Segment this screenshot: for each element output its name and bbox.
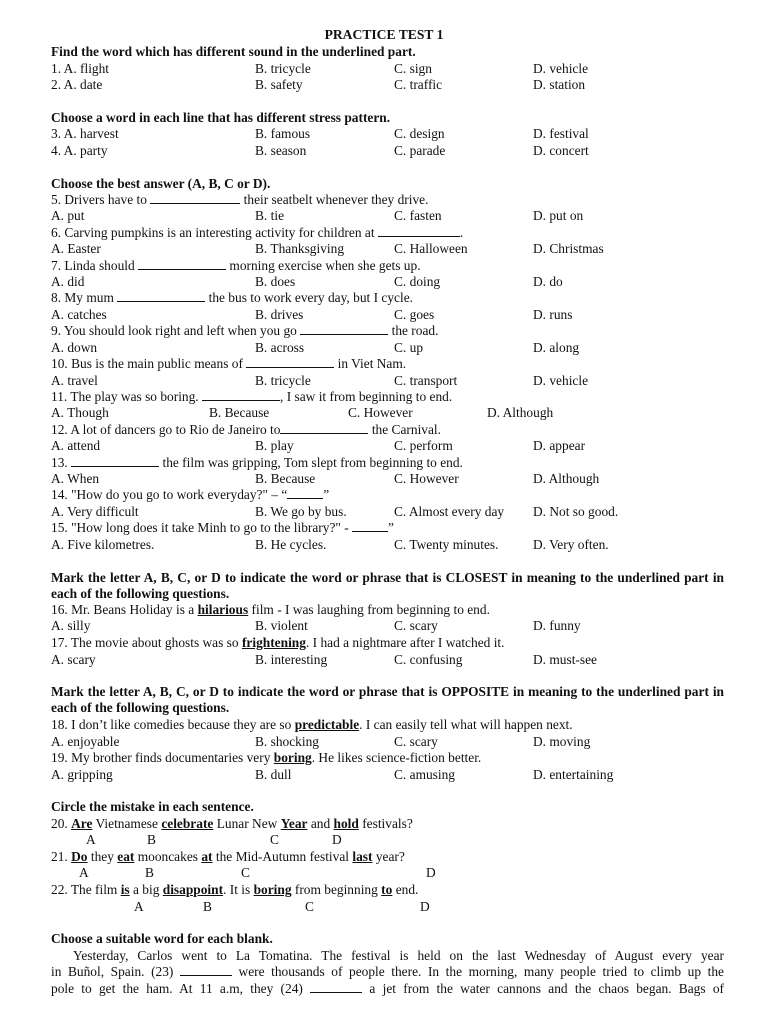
q17-option-b: B. interesting	[255, 652, 328, 667]
q12-option-b: B. play	[255, 438, 294, 453]
q9-stem: 9. You should look right and left when you go the road.	[51, 323, 439, 338]
q4-option-b: B. season	[255, 143, 307, 158]
q5-stem: 5. Drivers have to their seatbelt whenever they drive.	[51, 192, 429, 207]
q19-option-d: D. entertaining	[533, 767, 614, 782]
q1-option-a: 1. A. flight	[51, 61, 110, 76]
q7-option-c: C. doing	[394, 274, 441, 289]
key-word: hilarious	[197, 602, 249, 617]
q7-option-b: B. does	[255, 274, 296, 289]
q6-stem: 6. Carving pumpkins is an interesting activity for children at .	[51, 225, 464, 240]
q18-option-a: A. enjoyable	[51, 734, 120, 749]
section-heading-stress: Choose a word in each line that has different stress pattern.	[51, 110, 391, 125]
q3-option-d: D. festival	[533, 126, 589, 141]
option-b-word: celebrate	[161, 816, 214, 831]
q16-option-a: A. silly	[51, 618, 91, 633]
q3-option-b: B. famous	[255, 126, 311, 141]
q7-option-a: A. did	[51, 274, 85, 289]
q8-option-c: C. goes	[394, 307, 435, 322]
q18-option-b: B. shocking	[255, 734, 319, 749]
q20-label-a: A	[86, 832, 96, 847]
q2-option-a: 2. A. date	[51, 77, 103, 92]
q8-option-a: A. catches	[51, 307, 107, 322]
option-b-word: eat	[117, 849, 135, 864]
q13-option-b: B. Because	[255, 471, 316, 486]
q10-stem: 10. Bus is the main public means of in Viet Nam.	[51, 356, 407, 371]
section-heading-mistake: Circle the mistake in each sentence.	[51, 799, 254, 814]
answer-blank-23	[180, 964, 232, 976]
section-heading-sound: Find the word which has different sound in the underlined part.	[51, 44, 416, 59]
q21-label-c: C	[241, 865, 250, 880]
q16-option-b: B. violent	[255, 618, 308, 633]
q15-option-d: D. Very often.	[533, 537, 609, 552]
q1-option-d: D. vehicle	[533, 61, 589, 76]
q2-option-d: D. station	[533, 77, 586, 92]
q19-option-b: B. dull	[255, 767, 292, 782]
q11-stem: 11. The play was so boring. , I saw it from beginning to end.	[51, 389, 453, 404]
key-word: boring	[273, 750, 312, 765]
q19-option-a: A. gripping	[51, 767, 113, 782]
q15-stem: 15. "How long does it take Minh to go to the library?" - ”	[51, 520, 394, 535]
option-c-word: Year	[280, 816, 308, 831]
q7-option-d: D. do	[533, 274, 563, 289]
q18-option-d: D. moving	[533, 734, 591, 749]
q13-option-a: A. When	[51, 471, 100, 486]
q11-option-a: A. Though	[51, 405, 109, 420]
cloze-line-1: Yesterday, Carlos went to La Tomatina. The festival is held on the last Wednesday of August every year	[73, 948, 724, 963]
q12-stem: 12. A lot of dancers go to Rio de Janeiro to the Carnival.	[51, 422, 441, 437]
q12-option-c: C. perform	[394, 438, 453, 453]
q10-option-a: A. travel	[51, 373, 98, 388]
q6-option-c: C. Halloween	[394, 241, 468, 256]
answer-blank	[287, 487, 323, 499]
option-d-word: hold	[333, 816, 359, 831]
q13-option-c: C. However	[394, 471, 459, 486]
q14-option-d: D. Not so good.	[533, 504, 619, 519]
q4-option-d: D. concert	[533, 143, 589, 158]
q15-option-b: B. He cycles.	[255, 537, 327, 552]
answer-blank	[300, 323, 388, 335]
q14-stem: 14. "How do you go to work everyday?" – “ ”	[51, 487, 330, 502]
q5-option-c: C. fasten	[394, 208, 442, 223]
answer-blank	[150, 192, 240, 204]
section-heading-opposite: Mark the letter A, B, C, or D to indicate the word or phrase that is OPPOSITE in meaning to the underlined part in each of the following questions.	[51, 684, 724, 716]
q14-option-c: C. Almost every day	[394, 504, 505, 519]
q2-option-c: C. traffic	[394, 77, 443, 92]
q6-option-b: B. Thanksgiving	[255, 241, 345, 256]
q22-label-d: D	[420, 899, 430, 914]
q2-option-b: B. safety	[255, 77, 303, 92]
option-c-word: at	[201, 849, 213, 864]
q20-stem: 20. Are Vietnamese celebrate Lunar New Year and hold festivals?	[51, 816, 413, 831]
q15-option-c: C. Twenty minutes.	[394, 537, 499, 552]
section-heading-cloze: Choose a suitable word for each blank.	[51, 931, 273, 946]
q14-option-a: A. Very difficult	[51, 504, 139, 519]
option-a-word: Are	[71, 816, 93, 831]
q11-option-d: D. Although	[487, 405, 554, 420]
q22-label-a: A	[134, 899, 144, 914]
q1-option-b: B. tricycle	[255, 61, 311, 76]
q22-stem: 22. The film is a big disappoint. It is boring from beginning to end.	[51, 882, 419, 897]
answer-blank	[138, 258, 226, 270]
q9-option-b: B. across	[255, 340, 305, 355]
q18-stem: 18. I don’t like comedies because they are so predictable. I can easily tell what will happen next.	[51, 717, 573, 732]
answer-blank	[378, 225, 460, 237]
q22-label-c: C	[305, 899, 314, 914]
option-a-word: Do	[71, 849, 88, 864]
cloze-line-2: in Buñol, Spain. (23) were thousands of people there. In the morning, many people tried to climb up the	[51, 964, 724, 979]
answer-blank	[246, 356, 334, 368]
q8-option-d: D. runs	[533, 307, 573, 322]
q12-option-a: A. attend	[51, 438, 101, 453]
q20-label-c: C	[270, 832, 279, 847]
q5-option-d: D. put on	[533, 208, 584, 223]
option-d-word: to	[381, 882, 393, 897]
q21-label-d: D	[426, 865, 436, 880]
q17-option-d: D. must-see	[533, 652, 597, 667]
option-c-word: boring	[253, 882, 292, 897]
q10-option-c: C. transport	[394, 373, 458, 388]
q11-option-c: C. However	[348, 405, 413, 420]
q9-option-a: A. down	[51, 340, 98, 355]
option-b-word: disappoint	[162, 882, 224, 897]
option-a-word: is	[120, 882, 130, 897]
q16-option-c: C. scary	[394, 618, 438, 633]
q8-stem: 8. My mum the bus to work every day, but I cycle.	[51, 290, 413, 305]
q9-option-c: C. up	[394, 340, 424, 355]
q7-stem: 7. Linda should morning exercise when she gets up.	[51, 258, 421, 273]
q3-option-a: 3. A. harvest	[51, 126, 119, 141]
page-title: PRACTICE TEST 1	[324, 27, 444, 42]
q10-option-b: B. tricycle	[255, 373, 311, 388]
q21-label-b: B	[145, 865, 154, 880]
q20-label-d: D	[332, 832, 342, 847]
answer-blank	[71, 455, 159, 467]
q18-option-c: C. scary	[394, 734, 438, 749]
q5-option-b: B. tie	[255, 208, 285, 223]
q12-option-d: D. appear	[533, 438, 586, 453]
option-d-word: last	[352, 849, 373, 864]
q6-option-a: A. Easter	[51, 241, 101, 256]
q21-label-a: A	[79, 865, 89, 880]
q3-option-c: C. design	[394, 126, 445, 141]
q6-option-d: D. Christmas	[533, 241, 604, 256]
q22-label-b: B	[203, 899, 212, 914]
q21-stem: 21. Do they eat mooncakes at the Mid-Autumn festival last year?	[51, 849, 405, 864]
q17-option-a: A. scary	[51, 652, 96, 667]
cloze-line-3: pole to get the ham. At 11 a.m, they (24) a jet from the water cannons and the chaos began. Bags of	[51, 981, 725, 996]
q11-option-b: B. Because	[209, 405, 270, 420]
answer-blank	[352, 520, 388, 532]
q14-option-b: B. We go by bus.	[255, 504, 347, 519]
q4-option-c: C. parade	[394, 143, 446, 158]
answer-blank	[202, 389, 280, 401]
q16-stem: 16. Mr. Beans Holiday is a hilarious film - I was laughing from beginning to end.	[51, 602, 490, 617]
q1-option-c: C. sign	[394, 61, 432, 76]
q17-stem: 17. The movie about ghosts was so frightening. I had a nightmare after I watched it.	[51, 635, 505, 650]
key-word: predictable	[294, 717, 360, 732]
q17-option-c: C. confusing	[394, 652, 463, 667]
q10-option-d: D. vehicle	[533, 373, 589, 388]
answer-blank	[280, 422, 368, 434]
q8-option-b: B. drives	[255, 307, 304, 322]
answer-blank-24	[310, 981, 362, 993]
q4-option-a: 4. A. party	[51, 143, 108, 158]
q19-stem: 19. My brother finds documentaries very boring. He likes science-fiction better.	[51, 750, 482, 765]
q16-option-d: D. funny	[533, 618, 581, 633]
section-heading-best-answer: Choose the best answer (A, B, C or D).	[51, 176, 271, 191]
q19-option-c: C. amusing	[394, 767, 456, 782]
q9-option-d: D. along	[533, 340, 580, 355]
q13-stem: 13. the film was gripping, Tom slept from beginning to end.	[51, 455, 463, 470]
answer-blank	[117, 290, 205, 302]
key-word: frightening	[241, 635, 306, 650]
section-heading-closest: Mark the letter A, B, C, or D to indicate the word or phrase that is CLOSEST in meaning to the underlined part in each of the following questions.	[51, 570, 724, 602]
q13-option-d: D. Although	[533, 471, 600, 486]
q5-option-a: A. put	[51, 208, 85, 223]
q15-option-a: A. Five kilometres.	[51, 537, 155, 552]
q20-label-b: B	[147, 832, 156, 847]
